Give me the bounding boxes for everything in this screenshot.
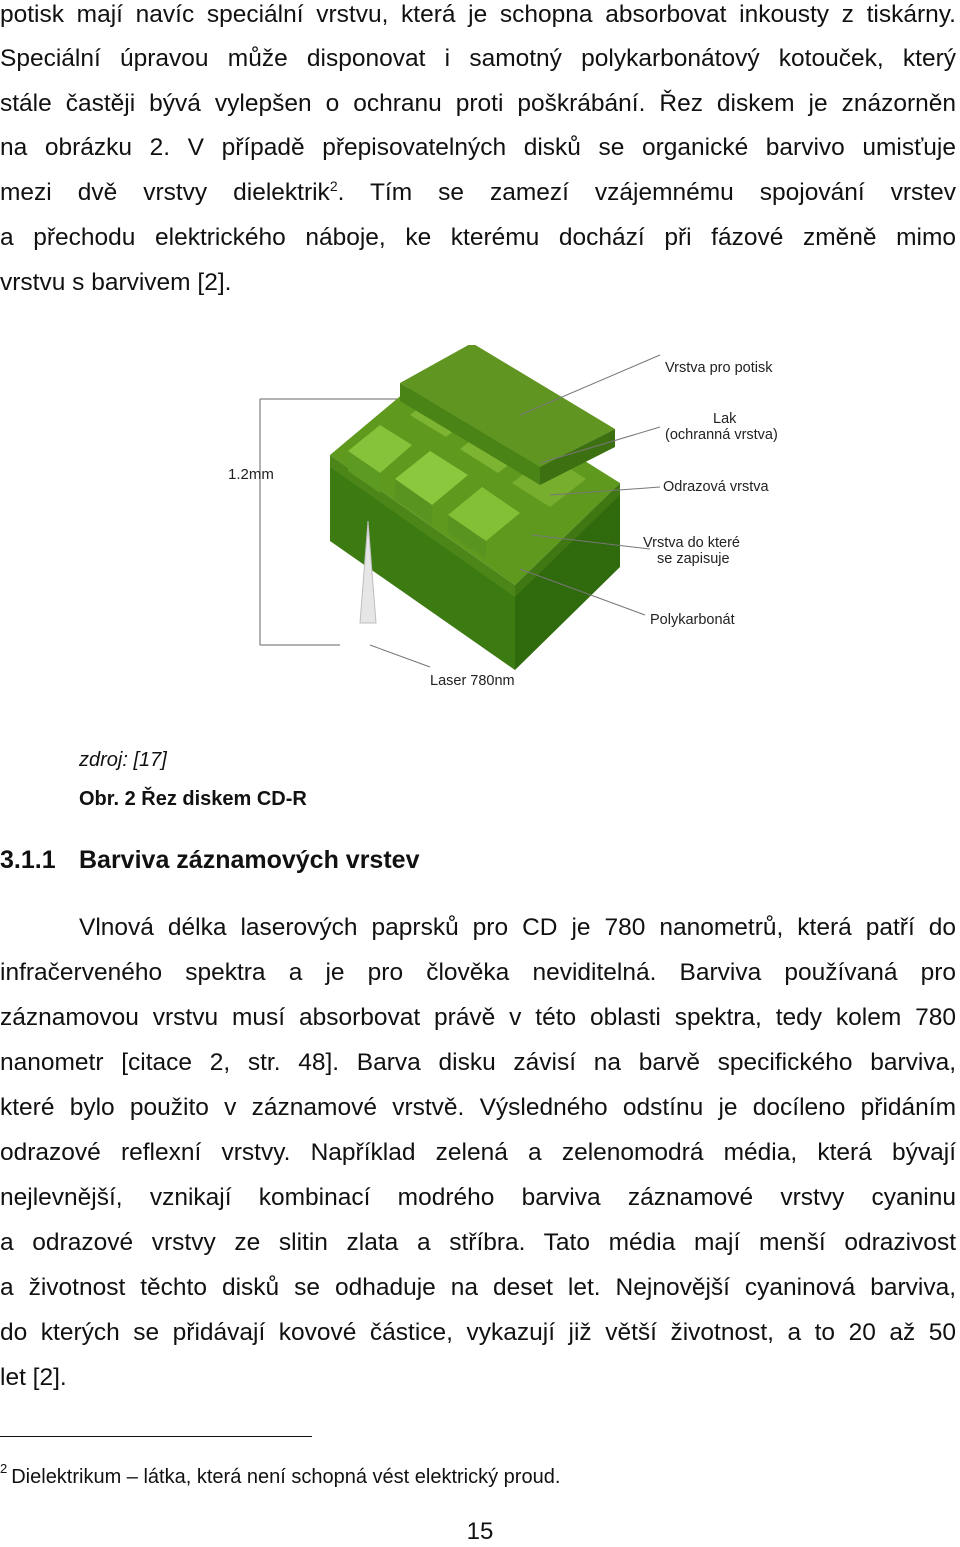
label-recording-layer-2: se zapisuje <box>657 551 730 567</box>
section-number: 3.1.1 <box>0 846 56 874</box>
label-lacquer: Lak <box>713 411 737 427</box>
paragraph2-line-7: nejlevnější, vznikají kombinací modrého barviva záznamové vrstvy cyaninu <box>0 1184 956 1211</box>
paragraph2-line-11: let [2]. <box>0 1364 67 1391</box>
paragraph2-line-6: odrazové reflexní vrstvy. Například zelená a zelenomodrá média, která bývají <box>0 1139 956 1166</box>
figure-caption: Obr. 2 Řez diskem CD-R <box>79 788 307 810</box>
paragraph1-line-5 <box>0 178 956 208</box>
paragraph1-line-2: Speciální úpravou může disponovat i samotný polykarbonátový kotouček, který <box>0 45 956 72</box>
footnote-divider <box>0 1436 312 1437</box>
section-heading <box>0 846 419 875</box>
paragraph1-line-6: a přechodu elektrického náboje, ke kterému dochází při fázové změně mimo <box>0 224 956 251</box>
paragraph2-line-4: nanometr [citace 2, str. 48]. Barva disku závisí na barvě specifického barviva, <box>0 1049 956 1076</box>
footnote-reference: 2 <box>329 178 338 194</box>
paragraph1-line-5-end: . Tím se zamezí vzájemnému spojování vrstev <box>337 179 956 206</box>
label-polycarbonate: Polykarbonát <box>650 612 735 628</box>
label-laser: Laser 780nm <box>430 673 515 689</box>
thickness-label: 1.2mm <box>228 466 274 483</box>
paragraph2-line-10: do kterých se přidávají kovové částice, vykazují již větší životnost, a to 20 až 50 <box>0 1319 956 1346</box>
label-recording-layer: Vrstva do které <box>643 535 740 551</box>
paragraph1-line-5-start: mezi dvě vrstvy dielektrik <box>0 179 330 206</box>
paragraph2-line-5: které bylo použito v záznamové vrstvě. Výsledného odstínu je docíleno přidáním <box>0 1094 956 1121</box>
figure-source: zdroj: [17] <box>79 749 167 771</box>
section-title: Barviva záznamových vrstev <box>79 846 420 874</box>
label-lacquer-note: (ochranná vrstva) <box>665 427 778 443</box>
paragraph1-line-4: na obrázku 2. V případě přepisovatelných disků se organické barvivo umisťuje <box>0 134 956 161</box>
paragraph2-line-2: infračerveného spektra a je pro člověka neviditelná. Barviva používaná pro <box>0 959 956 986</box>
footnote <box>0 1461 561 1489</box>
label-print-layer: Vrstva pro potisk <box>665 360 773 376</box>
label-reflective-layer: Odrazová vrstva <box>663 479 769 495</box>
paragraph1-line-7: vrstvu s barvivem [2]. <box>0 269 232 296</box>
page-number: 15 <box>466 1518 494 1545</box>
paragraph1-line-1: potisk mají navíc speciální vrstvu, která je schopna absorbovat inkousty z tiskárny. <box>0 1 956 28</box>
paragraph2-line-8: a odrazové vrstvy ze slitin zlata a stříbra. Tato média mají menší odrazivost <box>0 1229 956 1256</box>
paragraph2-line-1: Vlnová délka laserových paprsků pro CD je 780 nanometrů, která patří do <box>79 914 956 941</box>
footnote-mark: 2 <box>0 1461 8 1476</box>
footnote-text: Dielektrikum – látka, která není schopná vést elektrický proud. <box>11 1466 561 1488</box>
cd-r-cross-section-figure <box>220 345 810 705</box>
paragraph1-line-3: stále častěji bývá vylepšen o ochranu proti poškrábání. Řez diskem je znázorněn <box>0 90 956 117</box>
paragraph2-line-9: a životnost těchto disků se odhaduje na deset let. Nejnovější cyaninová barviva, <box>0 1274 956 1301</box>
paragraph2-line-3: záznamovou vrstvu musí absorbovat právě v této oblasti spektra, tedy kolem 780 <box>0 1004 956 1031</box>
